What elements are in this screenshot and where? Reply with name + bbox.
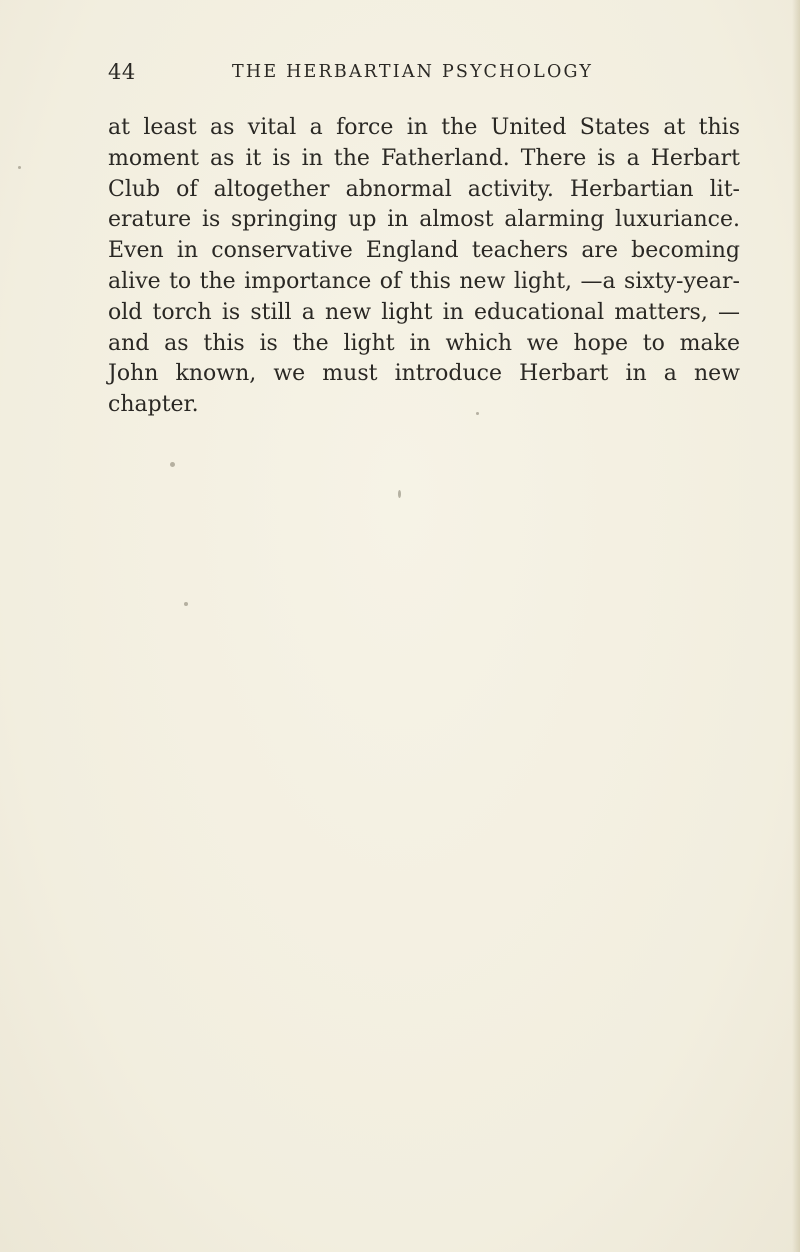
paper-speck bbox=[398, 490, 401, 498]
page-header bbox=[108, 60, 740, 90]
text-line: alive to the importance of this new light, —a sixty-year- bbox=[108, 268, 740, 294]
text-line: moment as it is in the Fatherland. There is a Herbart bbox=[108, 145, 740, 171]
text-line: Even in conservative England teachers are becoming bbox=[108, 238, 740, 264]
text-line: at least as vital a force in the United States at this bbox=[108, 115, 740, 140]
text-line: John known, we must introduce Herbart in a new bbox=[108, 361, 740, 387]
text-line: Club of altogether abnormal activity. Herbartian lit- bbox=[108, 176, 740, 202]
text-line: and as this is the light in which we hope to make bbox=[108, 330, 740, 356]
paper-speck bbox=[476, 412, 479, 415]
text-line: erature is springing up in almost alarming luxuriance. bbox=[108, 207, 740, 233]
text-line: old torch is still a new light in educational matters, — bbox=[108, 299, 740, 325]
running-head: THE HERBARTIAN PSYCHOLOGY bbox=[232, 62, 594, 82]
page-number: 44 bbox=[108, 60, 136, 84]
page-edge-shadow bbox=[792, 0, 800, 1252]
body-paragraph bbox=[108, 113, 740, 421]
paper-speck bbox=[18, 166, 21, 169]
paper-speck bbox=[184, 602, 188, 606]
text-line: chapter. bbox=[108, 392, 199, 418]
paper-speck bbox=[170, 462, 175, 467]
